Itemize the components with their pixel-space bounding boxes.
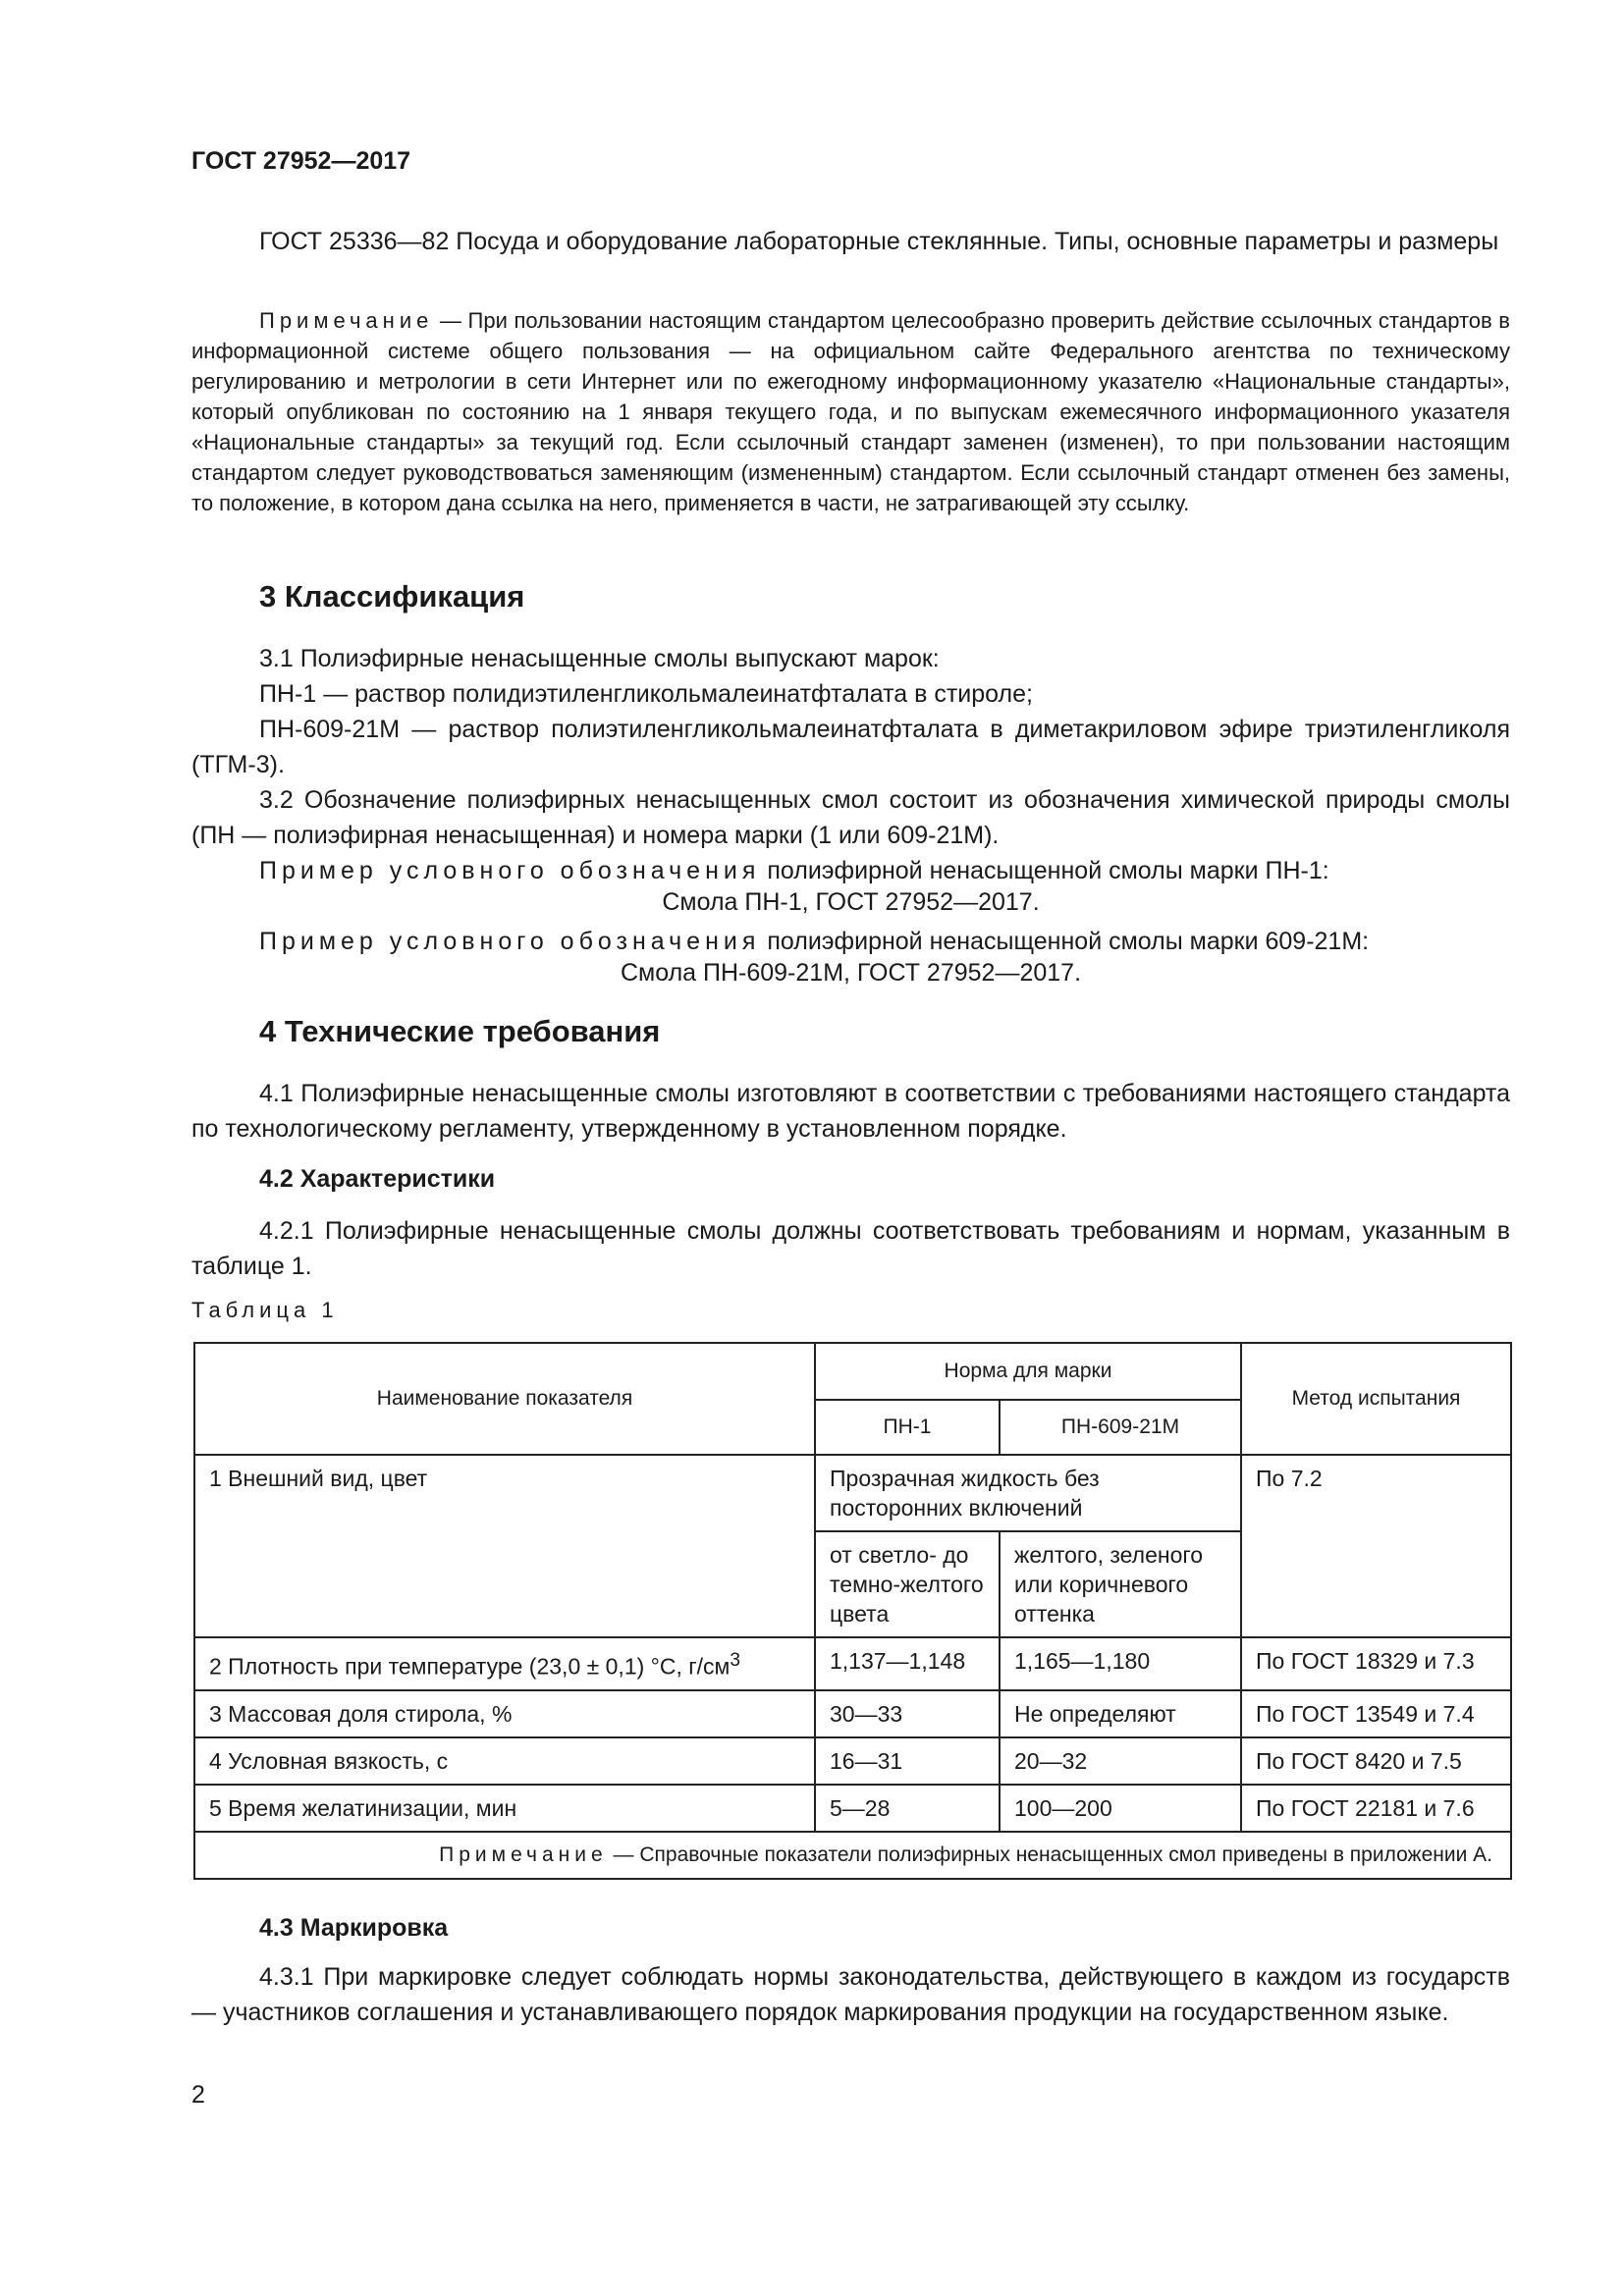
example-2-label: Пример условного обозначения xyxy=(259,928,761,955)
clause-4-2-1: 4.2.1 Полиэфирные ненасыщенные смолы должны соответствовать требованиям и нормам, указанным в таблице 1. xyxy=(191,1217,1510,1280)
clause-3-1: 3.1 Полиэфирные ненасыщенные смолы выпускают марок: xyxy=(259,645,940,672)
row2-name xyxy=(194,1637,815,1690)
subsection-4-2-title: 4.2 Характеристики xyxy=(259,1165,496,1193)
example-1 xyxy=(259,853,1329,888)
row2-name-text: 2 Плотность при температуре (23,0 ± 0,1) °С, г/см xyxy=(209,1653,731,1680)
row4-pn609: 20—32 xyxy=(1000,1737,1241,1785)
header-pn1: ПН-1 xyxy=(815,1400,1000,1455)
row5-pn1: 5—28 xyxy=(815,1785,1000,1832)
clause-pn1: ПН-1 — раствор полидиэтиленгликольмалеинатфталата в стироле; xyxy=(259,680,1033,708)
subsection-4-3-title: 4.3 Маркировка xyxy=(259,1914,449,1942)
characteristics-table xyxy=(193,1342,1512,1880)
row4-pn1: 16—31 xyxy=(815,1737,1000,1785)
table-row xyxy=(194,1690,1511,1737)
clause-3-2: 3.2 Обозначение полиэфирных ненасыщенных смол состоит из обозначения химической природы смолы (ПН — полиэфирная ненасыщенная) и номера марки (1 или 609-21М). xyxy=(191,786,1510,849)
clause-pn609: ПН-609-21М — раствор полиэтиленгликольмалеинатфталата в диметакриловом эфире триэтиленгликоля (ТГМ-3). xyxy=(191,716,1510,778)
row3-pn1: 30—33 xyxy=(815,1690,1000,1737)
row5-name: 5 Время желатинизации, мин xyxy=(194,1785,815,1832)
table-note-row xyxy=(194,1832,1511,1879)
table-note xyxy=(194,1832,1511,1879)
note-paragraph xyxy=(191,305,1510,518)
note-text: — При пользовании настоящим стандартом целесообразно проверить действие ссылочных стандартов в информационной системе общего пользования — на официальном сайте Федерального агентства по техническому регулированию и метрологии в сети Интернет или по ежегодному информационному указателю «Национальные стандарты», который опубликован по состоянию на 1 января текущего года, и по выпускам ежемесячного информационного указателя «Национальные стандарты» за текущий год. Если ссылочный стандарт заменен (изменен), то при пользовании настоящим стандартом следует руководствоваться заменяющим (измененным) стандартом. Если ссылочный стандарт отменен без замены, то положение, в котором дана ссылка на него, применяется в части, не затрагивающей эту ссылку. xyxy=(191,308,1510,515)
table-row xyxy=(194,1637,1511,1690)
table-note-text: — Справочные показатели полиэфирных ненасыщенных смол приведены в приложении А. xyxy=(607,1842,1492,1866)
table-header-row xyxy=(194,1343,1511,1400)
row2-pn609: 1,165—1,180 xyxy=(1000,1637,1241,1690)
header-method: Метод испытания xyxy=(1241,1343,1511,1455)
section-3-title: 3 Классификация xyxy=(259,579,525,614)
section-4-title: 4 Технические требования xyxy=(259,1014,661,1048)
row2-pn1: 1,137—1,148 xyxy=(815,1637,1000,1690)
example-1-text: полиэфирной ненасыщенной смолы марки ПН-1: xyxy=(760,857,1329,884)
row2-name-sup: 3 xyxy=(730,1650,740,1671)
note-label: Примечание xyxy=(259,308,434,333)
example-1-value: Смола ПН-1, ГОСТ 27952—2017. xyxy=(662,888,1040,916)
row3-name: 3 Массовая доля стирола, % xyxy=(194,1690,815,1737)
row2-method: По ГОСТ 18329 и 7.3 xyxy=(1241,1637,1511,1690)
example-1-label: Пример условного обозначения xyxy=(259,857,761,884)
row1-pn1: от светло- до темно-желтого цвета xyxy=(815,1531,1000,1637)
table-row xyxy=(194,1455,1511,1531)
reference-paragraph: ГОСТ 25336—82 Посуда и оборудование лабораторные стеклянные. Типы, основные параметры и размеры xyxy=(259,228,1499,255)
clause-4-3-1: 4.3.1 При маркировке следует соблюдать нормы законодательства, действующего в каждом из государств — участников соглашения и устанавливающего порядок маркирования продукции на государственном языке. xyxy=(191,1963,1510,2026)
row1-common: Прозрачная жидкость без посторонних включений xyxy=(815,1455,1241,1531)
row4-name: 4 Условная вязкость, с xyxy=(194,1737,815,1785)
clause-4-1: 4.1 Полиэфирные ненасыщенные смолы изготовляют в соответствии с требованиями настоящего стандарта по технологическому регламенту, утвержденному в установленном порядке. xyxy=(191,1080,1510,1143)
table-caption: Таблица 1 xyxy=(191,1298,339,1322)
row3-pn609: Не определяют xyxy=(1000,1690,1241,1737)
header-pn609: ПН-609-21М xyxy=(1000,1400,1241,1455)
table-row xyxy=(194,1785,1511,1832)
example-2 xyxy=(259,924,1369,959)
example-2-text: полиэфирной ненасыщенной смолы марки 609-21М: xyxy=(760,928,1370,955)
example-2-value: Смола ПН-609-21М, ГОСТ 27952—2017. xyxy=(620,959,1082,987)
row4-method: По ГОСТ 8420 и 7.5 xyxy=(1241,1737,1511,1785)
page-number: 2 xyxy=(191,2081,205,2109)
row1-method: По 7.2 xyxy=(1241,1455,1511,1637)
row5-method: По ГОСТ 22181 и 7.6 xyxy=(1241,1785,1511,1832)
table-note-label: Примечание xyxy=(439,1842,608,1866)
document-header: ГОСТ 27952—2017 xyxy=(191,147,411,175)
header-norm: Норма для марки xyxy=(815,1343,1241,1400)
header-name: Наименование показателя xyxy=(194,1343,815,1455)
row1-pn609: желтого, зеленого или коричневого оттенка xyxy=(1000,1531,1241,1637)
row1-name: 1 Внешний вид, цвет xyxy=(194,1455,815,1637)
table-row xyxy=(194,1737,1511,1785)
row3-method: По ГОСТ 13549 и 7.4 xyxy=(1241,1690,1511,1737)
row5-pn609: 100—200 xyxy=(1000,1785,1241,1832)
